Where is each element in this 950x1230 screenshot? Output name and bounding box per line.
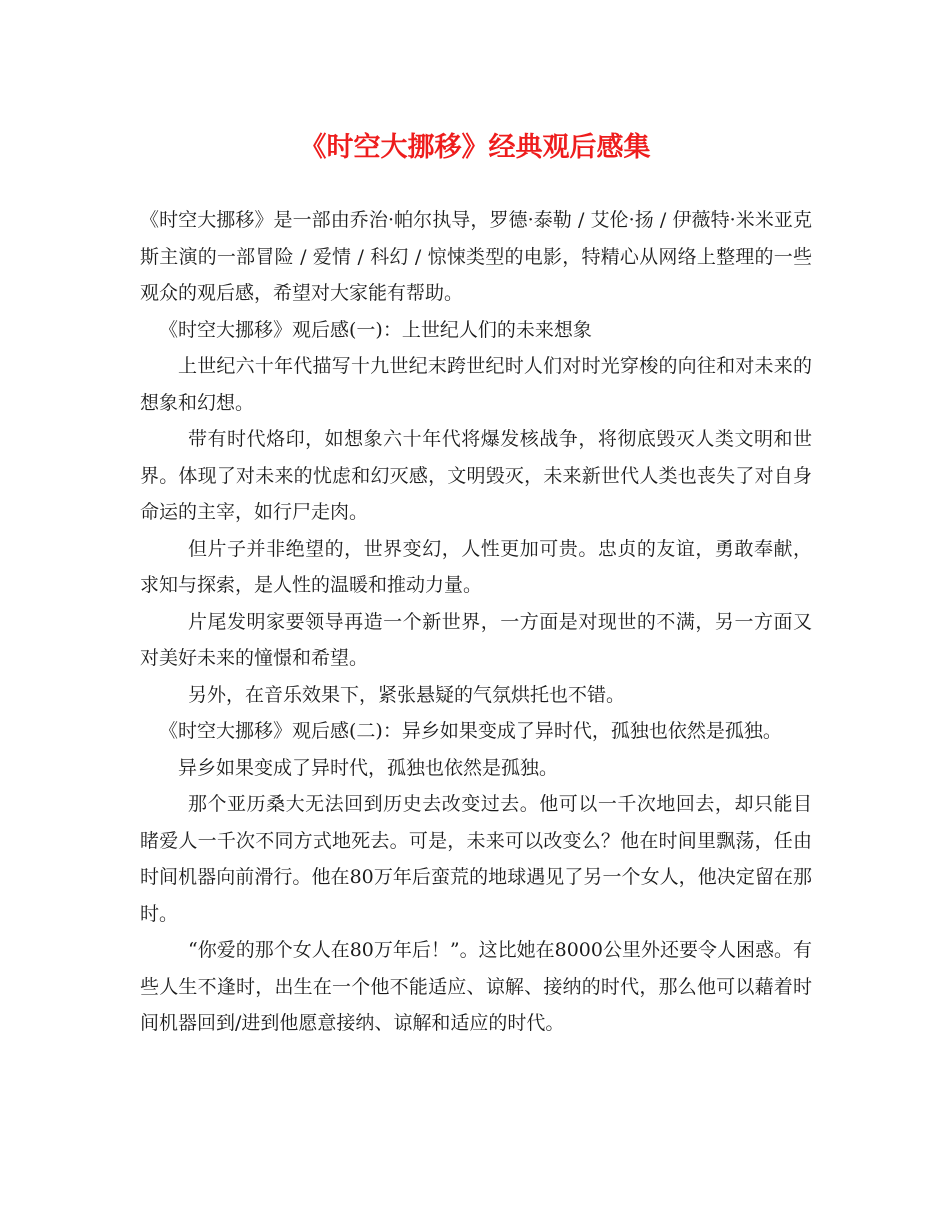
body-paragraph: 另外，在音乐效果下，紧张悬疑的气氛烘托也不错。 <box>188 683 626 706</box>
section-heading-1: 《时空大挪移》观后感(一)：上世纪人们的未来想象 <box>159 318 592 341</box>
body-paragraph: 带有时代烙印，如想象六十年代将爆发核战争，将彻底毁灭人类文明和世界。体现了对未来的忧虑和幻灭感，文明毁灭，未来新世代人类也丧失了对自身命运的主宰，如行尸走肉。 <box>140 428 812 523</box>
body-paragraph: 但片子并非绝望的，世界变幻，人性更加可贵。忠贞的友谊，勇敢奉献，求知与探索，是人性的温暖和推动力量。 <box>140 537 812 596</box>
body-paragraph: 片尾发明家要领导再造一个新世界，一方面是对现世的不满，另一方面又对美好未来的憧憬和希望。 <box>140 610 812 669</box>
section-heading-2: 《时空大挪移》观后感(二)：异乡如果变成了异时代，孤独也依然是孤独。 <box>159 720 782 742</box>
intro-paragraph: 《时空大挪移》是一部由乔治·帕尔执导，罗德·泰勒 / 艾伦·扬 / 伊薇特·米米亚克斯主演的一部冒险 / 爱情 / 科幻 / 惊悚类型的电影，特精心从网络上整理的一些观众的观后感，希望对大家能有帮助。 <box>140 209 812 304</box>
body-paragraph: 上世纪六十年代描写十九世纪末跨世纪时人们对时光穿梭的向往和对未来的想象和幻想。 <box>140 355 812 414</box>
document-title: 《时空大挪移》经典观后感集 <box>299 132 651 163</box>
body-paragraph: 那个亚历桑大无法回到历史去改变过去。他可以一千次地回去，却只能目睹爱人一千次不同方式地死去。可是，未来可以改变么？他在时间里飘荡，任由时间机器向前滑行。他在80万年后蛮荒的地球遇见了另一个女人，他决定留在那时。 <box>140 793 812 925</box>
body-paragraph: 异乡如果变成了异时代，孤独也依然是孤独。 <box>178 756 559 779</box>
document-body <box>140 202 812 1042</box>
body-paragraph: “你爱的那个女人在80万年后！”。这比她在8000公里外还要令人困惑。有些人生不逢时，出生在一个他不能适应、谅解、接纳的时代，那么他可以藉着时间机器回到/进到他愿意接纳、谅解和适应的时代。 <box>140 939 812 1034</box>
